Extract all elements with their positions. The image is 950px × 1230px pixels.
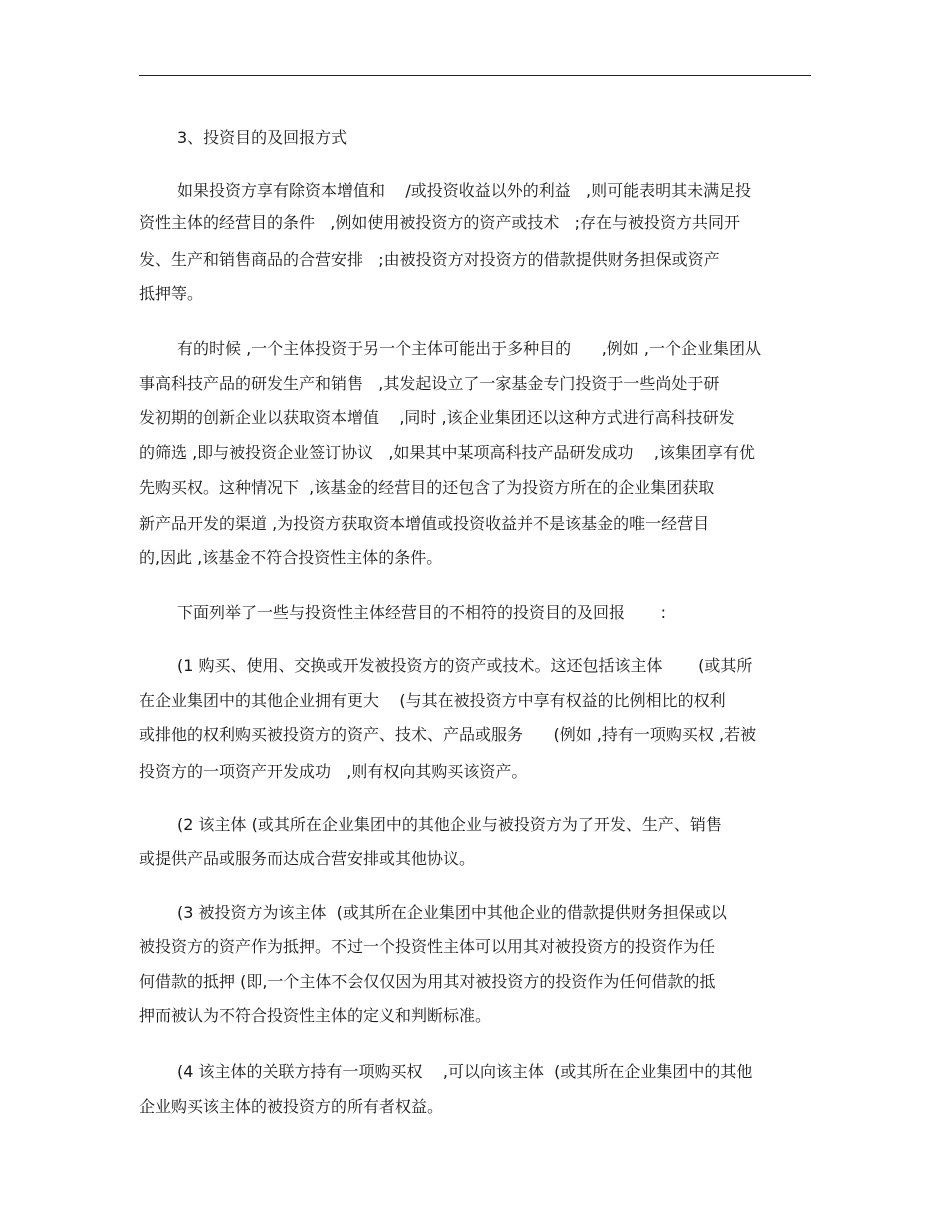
paragraph-line: (3 被投资方为该主体 (或其所在企业集团中其他企业的借款提供财务担保或以 xyxy=(177,903,727,922)
paragraph-line: 发、生产和销售商品的合营安排 ;由被投资方对投资方的借款提供财务担保或资产 xyxy=(139,250,720,269)
paragraph-line: (2 该主体 (或其所在企业集团中的其他企业与被投资方为了开发、生产、销售 xyxy=(177,815,722,834)
paragraph-line: 发初期的创新企业以获取资本增值 ,同时 ,该企业集团还以这种方式进行高科技研发 xyxy=(139,408,735,427)
paragraph-line: 抵押等。 xyxy=(139,284,204,303)
paragraph-line: 如果投资方享有除资本增值和 /或投资收益以外的利益 ,则可能表明其未满足投 xyxy=(177,181,752,200)
paragraph-line: 下面列举了一些与投资性主体经营目的不相符的投资目的及回报 : xyxy=(177,603,666,622)
header-rule xyxy=(139,75,811,76)
paragraph-line: 资性主体的经营目的条件 ,例如使用被投资方的资产或技术 ;存在与被投资方共同开 xyxy=(139,213,740,232)
paragraph-line: 事高科技产品的研发生产和销售 ,其发起设立了一家基金专门投资于一些尚处于研 xyxy=(139,374,720,393)
paragraph-line: 被投资方的资产作为抵押。不过一个投资性主体可以用其对被投资方的投资作为任 xyxy=(139,937,716,956)
paragraph-line: 或排他的权利购买被投资方的资产、技术、产品或服务 (例如 ,持有一项购买权 ,若被 xyxy=(139,725,757,744)
paragraph-line: 押而被认为不符合投资性主体的定义和判断标准。 xyxy=(139,1006,492,1025)
paragraph-line: 的,因此 ,该基金不符合投资性主体的条件。 xyxy=(139,548,443,567)
paragraph-line: 在企业集团中的其他企业拥有更大 (与其在被投资方中享有权益的比例相比的权利 xyxy=(139,691,726,710)
paragraph-line: 的筛选 ,即与被投资企业签订协议 ,如果其中某项高科技产品研发成功 ,该集团享有优 xyxy=(139,443,755,462)
paragraph-line: (4 该主体的关联方持有一项购买权 ,可以向该主体 (或其所在企业集团中的其他 xyxy=(177,1062,753,1081)
paragraph-line: (1 购买、使用、交换或开发被投资方的资产或技术。这还包括该主体 (或其所 xyxy=(177,656,753,675)
paragraph-line: 先购买权。这种情况下 ,该基金的经营目的还包含了为投资方所在的企业集团获取 xyxy=(139,478,715,497)
paragraph-line: 新产品开发的渠道 ,为投资方获取资本增值或投资收益并不是该基金的唯一经营目 xyxy=(139,514,710,533)
paragraph-line: 何借款的抵押 (即,一个主体不会仅仅因为用其对被投资方的投资作为任何借款的抵 xyxy=(139,972,716,991)
paragraph-line: 投资方的一项资产开发成功 ,则有权向其购买该资产。 xyxy=(139,762,528,781)
section-heading: 3、投资目的及回报方式 xyxy=(177,128,348,147)
paragraph-line: 或提供产品或服务而达成合营安排或其他协议。 xyxy=(139,849,476,868)
paragraph-line: 有的时候 ,一个主体投资于另一个主体可能出于多种目的 ,例如 ,一个企业集团从 xyxy=(177,339,761,358)
paragraph-line: 企业购买该主体的被投资方的所有者权益。 xyxy=(139,1097,444,1116)
